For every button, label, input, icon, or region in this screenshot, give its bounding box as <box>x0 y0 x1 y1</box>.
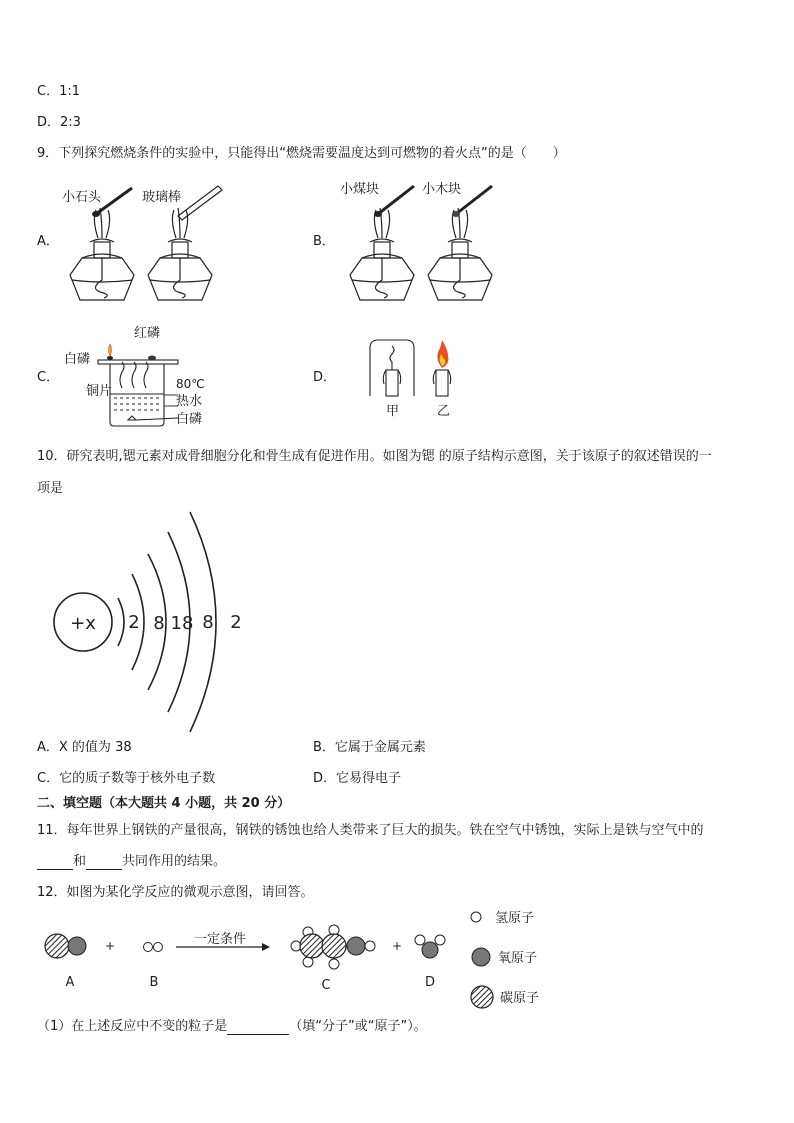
q12-condition: 一定条件 <box>193 932 247 947</box>
q8-option-c: C．1:1 <box>37 84 80 99</box>
q9-c-label-white-phosphorus-bottom: 白磷 <box>176 412 203 427</box>
q10-atom-diagram <box>50 510 250 730</box>
q11-and: 和 <box>73 854 87 869</box>
q10-stem-line1: 10．研究表明,锶元素对成骨细胞分化和骨生成有促进作用。如图为锶 的原子结构示意图，关于该原子的叙述错误的一 <box>37 449 712 464</box>
q9-b-label-coal: 小煤块 <box>340 182 380 197</box>
q9-option-d-letter: D． <box>313 370 337 385</box>
q9-c-label-red-phosphorus: 红磷 <box>134 326 161 341</box>
q12-legend-carbon: 碳原子 <box>500 991 540 1006</box>
q10-shell-2: 8 <box>153 613 165 634</box>
q12-legend-hydrogen: 氢原子 <box>495 911 535 926</box>
q12-legend-oxygen: 氧原子 <box>498 951 538 966</box>
q9-d-label-jia: 甲 <box>386 404 400 419</box>
q9-figure-d <box>368 336 468 406</box>
q12-sub1-suffix: （填“分子”或“原子”）。 <box>289 1019 427 1034</box>
q9-c-label-hot-water: 热水 <box>176 394 203 409</box>
q8-option-d: D．2:3 <box>37 115 81 130</box>
q9-c-label-copper: 铜片 <box>86 384 113 399</box>
q12-plus-2: + <box>391 939 403 953</box>
q12-sub1-blank[interactable] <box>227 1020 289 1035</box>
q10-nucleus-label: +x <box>70 613 96 634</box>
q9-a-label-glass-rod: 玻璃棒 <box>142 190 182 205</box>
q12-label-b: B <box>149 975 159 990</box>
q9-figure-b <box>340 180 520 310</box>
q9-option-a-letter: A． <box>37 234 59 249</box>
q9-b-label-wood: 小木块 <box>422 182 462 197</box>
q11-blank-1[interactable] <box>37 855 73 870</box>
q9-option-c-letter: C． <box>37 370 60 385</box>
q9-d-label-yi: 乙 <box>437 404 451 419</box>
section2-title: 二、填空题（本大题共 4 小题，共 20 分） <box>37 796 291 811</box>
q12-label-c: C <box>321 978 331 993</box>
q9-c-label-temp: 80℃ <box>176 377 205 391</box>
q12-stem: 12．如图为某化学反应的微观示意图，请回答。 <box>37 885 314 900</box>
q9-c-label-white-phosphorus-top: 白磷 <box>64 352 91 367</box>
q9-a-label-stone: 小石头 <box>62 190 102 205</box>
q10-option-c: C．它的质子数等于核外电子数 <box>37 771 216 786</box>
q9-option-b-letter: B． <box>313 234 335 249</box>
q12-plus-1: + <box>104 939 116 953</box>
q12-label-d: D <box>424 975 436 990</box>
q10-shell-3: 18 <box>170 613 194 634</box>
q11-end: 共同作用的结果。 <box>122 854 227 869</box>
q12-sub1 <box>37 1019 427 1035</box>
q10-option-a: A．X 的值为 38 <box>37 740 132 755</box>
q10-stem-line2: 项是 <box>37 481 64 496</box>
q11-blank-2[interactable] <box>86 855 122 870</box>
q12-label-a: A <box>65 975 75 990</box>
q9-stem: 9．下列探究燃烧条件的实验中，只能得出“燃烧需要温度达到可燃物的着火点”的是（ ） <box>37 146 566 161</box>
q10-shell-1: 2 <box>128 612 140 633</box>
q11-line2 <box>37 854 226 870</box>
q10-option-b: B．它属于金属元素 <box>313 740 426 755</box>
q12-sub1-prefix: （1）在上述反应中不变的粒子是 <box>37 1019 228 1034</box>
q10-shell-4: 8 <box>202 612 214 633</box>
q11-line1: 11．每年世界上钢铁的产量很高，钢铁的锈蚀也给人类带来了巨大的损失。铁在空气中锈蚀，实际上是铁与空气中的 <box>37 823 704 838</box>
q12-reaction-diagram <box>0 900 794 1010</box>
q10-shell-5: 2 <box>230 612 242 633</box>
q10-option-d: D．它易得电子 <box>313 771 402 786</box>
